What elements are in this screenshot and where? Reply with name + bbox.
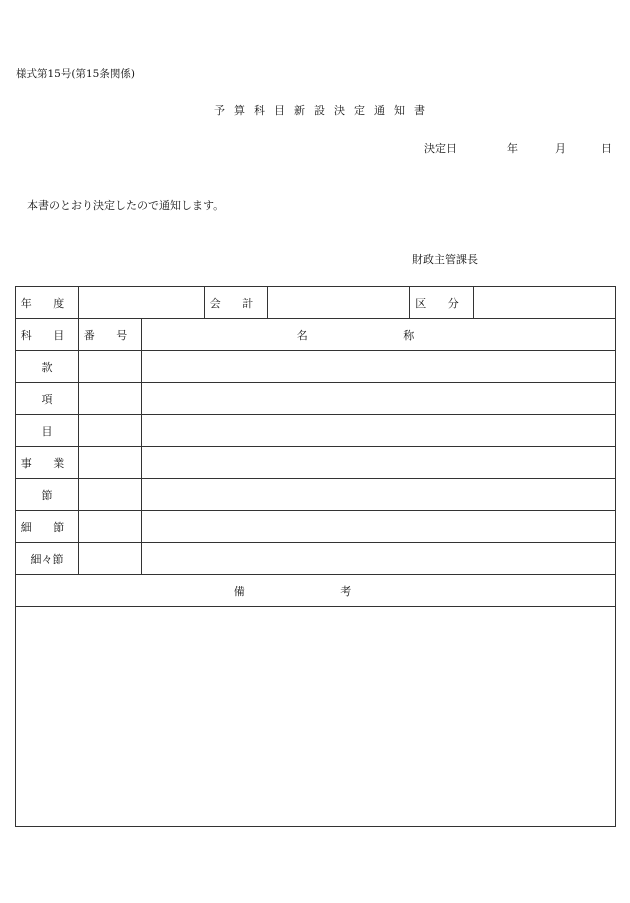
name-field[interactable] <box>142 543 616 575</box>
name-field[interactable] <box>142 447 616 479</box>
name-field[interactable] <box>142 511 616 543</box>
remarks-row <box>16 607 616 827</box>
table-row <box>16 447 616 479</box>
budget-subject-table <box>15 286 616 827</box>
remarks-header-row <box>16 575 616 607</box>
item-label: 款 <box>16 351 79 383</box>
remarks-header: 備 考 <box>16 575 616 607</box>
issuer-title: 財政主管課長 <box>412 253 478 266</box>
remarks-field[interactable] <box>16 607 616 827</box>
table-row <box>16 383 616 415</box>
table-row <box>16 479 616 511</box>
number-field[interactable] <box>79 479 142 511</box>
number-field[interactable] <box>79 543 142 575</box>
name-field[interactable] <box>142 415 616 447</box>
number-field[interactable] <box>79 351 142 383</box>
form-number: 様式第15号(第15条関係) <box>16 68 135 80</box>
item-label: 事 業 <box>16 447 79 479</box>
year-label: 年 <box>507 142 518 155</box>
item-label: 項 <box>16 383 79 415</box>
account-label: 会 計 <box>205 287 268 319</box>
document-title: 予算科目新設決定通知書 <box>214 104 434 117</box>
table-row <box>16 543 616 575</box>
name-header: 名 称 <box>142 319 616 351</box>
fiscal-year-label: 年 度 <box>16 287 79 319</box>
fiscal-info-row <box>16 287 616 319</box>
header-row <box>16 319 616 351</box>
fiscal-year-field[interactable] <box>79 287 205 319</box>
item-label: 目 <box>16 415 79 447</box>
table-row <box>16 351 616 383</box>
number-header: 番 号 <box>79 319 142 351</box>
account-field[interactable] <box>268 287 410 319</box>
category-field[interactable] <box>474 287 616 319</box>
category-label: 区 分 <box>410 287 474 319</box>
table-row <box>16 511 616 543</box>
day-label: 日 <box>601 142 612 155</box>
month-label: 月 <box>555 142 566 155</box>
item-label: 細々節 <box>16 543 79 575</box>
subject-header: 科 目 <box>16 319 79 351</box>
number-field[interactable] <box>79 447 142 479</box>
decision-date-label: 決定日 <box>424 142 457 155</box>
notification-text: 本書のとおり決定したので通知します。 <box>27 199 225 212</box>
table-row <box>16 415 616 447</box>
number-field[interactable] <box>79 415 142 447</box>
name-field[interactable] <box>142 383 616 415</box>
number-field[interactable] <box>79 383 142 415</box>
item-label: 節 <box>16 479 79 511</box>
name-field[interactable] <box>142 479 616 511</box>
number-field[interactable] <box>79 511 142 543</box>
item-label: 細 節 <box>16 511 79 543</box>
name-field[interactable] <box>142 351 616 383</box>
